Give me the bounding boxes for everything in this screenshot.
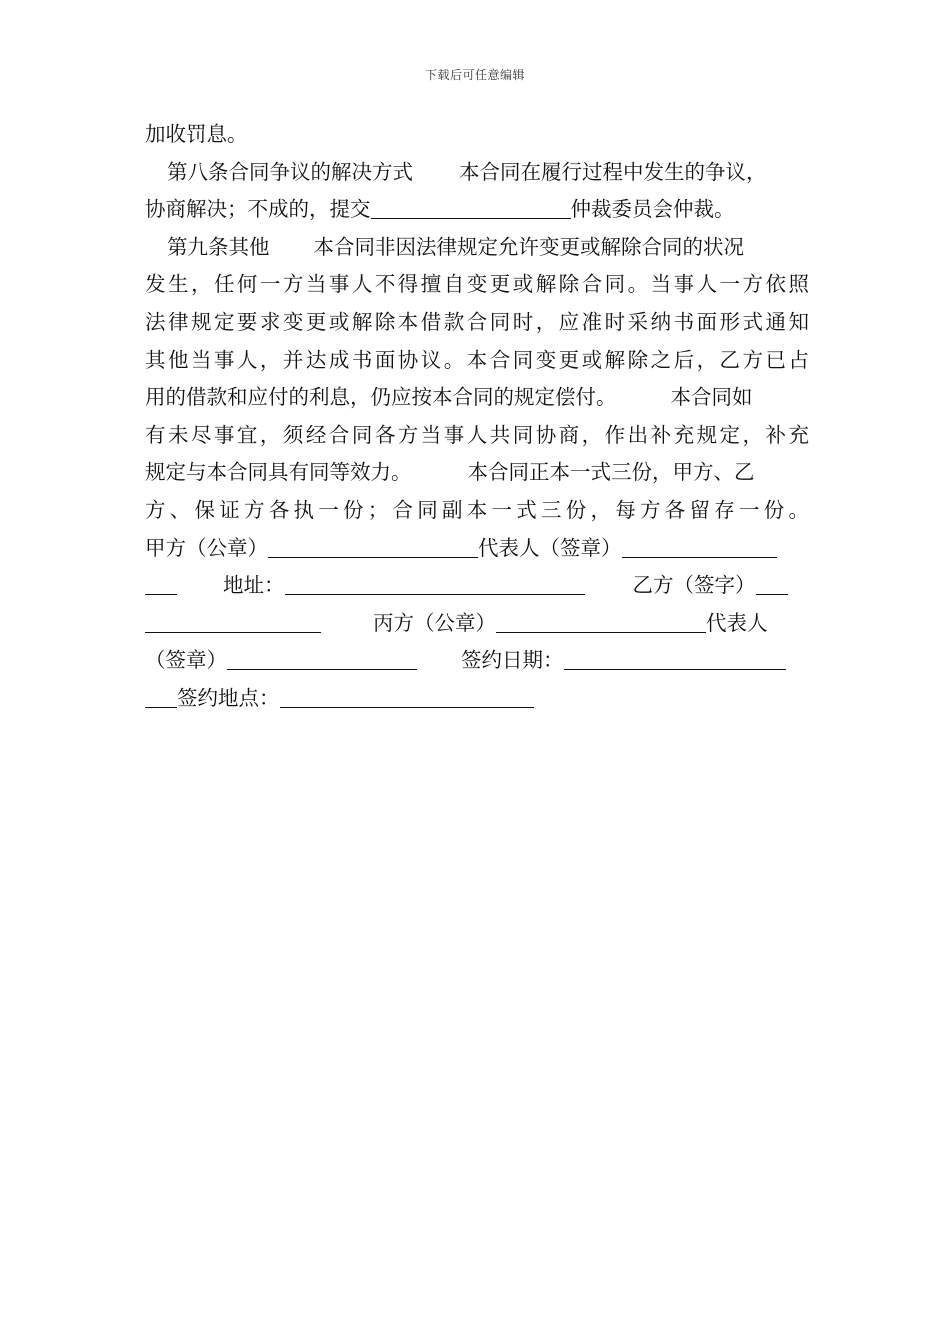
party-b-sign-blank-cont[interactable] xyxy=(145,610,321,633)
party-a-seal-blank[interactable] xyxy=(268,535,478,558)
text-line-11 xyxy=(145,492,809,530)
arbitration-line xyxy=(145,191,809,229)
text-line-5 xyxy=(145,266,809,304)
party-c-rep-label: 代表人 xyxy=(706,610,768,635)
text-segment: 方、保证方各执一份；合同副本一式三份，每方各留存一份。 xyxy=(145,497,809,522)
sign-place-label: 签约地点： xyxy=(177,685,280,710)
article-9-line xyxy=(145,229,809,267)
sign-date-blank-cont[interactable] xyxy=(145,685,177,708)
signature-line-4 xyxy=(145,642,809,680)
text-line-9 xyxy=(145,417,809,455)
text-segment: 规定与本合同具有同等效力。 xyxy=(145,460,412,485)
sign-date-label: 签约日期： xyxy=(461,648,564,673)
signature-line-2 xyxy=(145,567,809,605)
sign-date-blank[interactable] xyxy=(564,647,786,670)
text-line-1 xyxy=(145,116,809,154)
party-c-rep-blank[interactable] xyxy=(227,647,417,670)
signature-line-5 xyxy=(145,680,809,718)
text-line-6 xyxy=(145,304,809,342)
article-9-title: 第九条其他 xyxy=(167,234,270,259)
text-segment: 仲裁委员会仲裁。 xyxy=(570,197,735,222)
party-a-rep-blank[interactable] xyxy=(622,535,777,558)
party-b-sign-blank[interactable] xyxy=(756,572,788,595)
text-segment: 加收罚息。 xyxy=(145,122,248,146)
text-segment: 用的借款和应付的利息，仍应按本合同的规定偿付。 xyxy=(145,385,617,410)
party-c-seal-blank[interactable] xyxy=(496,610,706,633)
text-segment: 发生，任何一方当事人不得擅自变更或解除合同。当事人一方依照 xyxy=(145,272,809,297)
text-segment: 有未尽事宜，须经合同各方当事人共同协商，作出补充规定，补充 xyxy=(145,422,809,447)
text-segment: 本合同如 xyxy=(670,385,753,410)
text-segment: 本合同正本一式三份，甲方、乙 xyxy=(467,460,755,485)
party-a-label: 甲方（公章） xyxy=(145,535,268,560)
party-c-label: 丙方（公章） xyxy=(373,610,496,635)
article-8-title: 第八条合同争议的解决方式 xyxy=(167,159,413,184)
contract-body xyxy=(145,116,809,718)
party-b-label: 乙方（签字） xyxy=(632,573,756,598)
article-9-body: 本合同非因法律规定允许变更或解除合同的状况 xyxy=(313,234,744,259)
party-a-rep-label: 代表人（签章） xyxy=(478,535,622,560)
sign-place-blank[interactable] xyxy=(280,685,534,708)
text-segment: 其他当事人，并达成书面协议。本合同变更或解除之后，乙方已占 xyxy=(145,347,809,372)
text-line-10 xyxy=(145,454,809,492)
text-line-7 xyxy=(145,342,809,380)
page-header-note: 下载后可任意编辑 xyxy=(424,68,525,82)
text-segment: 协商解决；不成的，提交 xyxy=(145,197,371,222)
signature-line-3 xyxy=(145,605,809,643)
arbitration-committee-blank[interactable] xyxy=(371,196,571,219)
article-8-body: 本合同在履行过程中发生的争议， xyxy=(459,159,767,184)
address-blank[interactable] xyxy=(285,572,585,595)
article-8-line xyxy=(145,154,809,192)
text-line-8 xyxy=(145,379,809,417)
signature-line-1 xyxy=(145,530,809,568)
party-a-rep-blank-cont[interactable] xyxy=(145,572,177,595)
text-segment: 法律规定要求变更或解除本借款合同时，应准时采纳书面形式通知 xyxy=(145,309,809,334)
party-c-rep-sign-label: （签章） xyxy=(145,648,227,673)
address-label: 地址： xyxy=(223,573,285,598)
